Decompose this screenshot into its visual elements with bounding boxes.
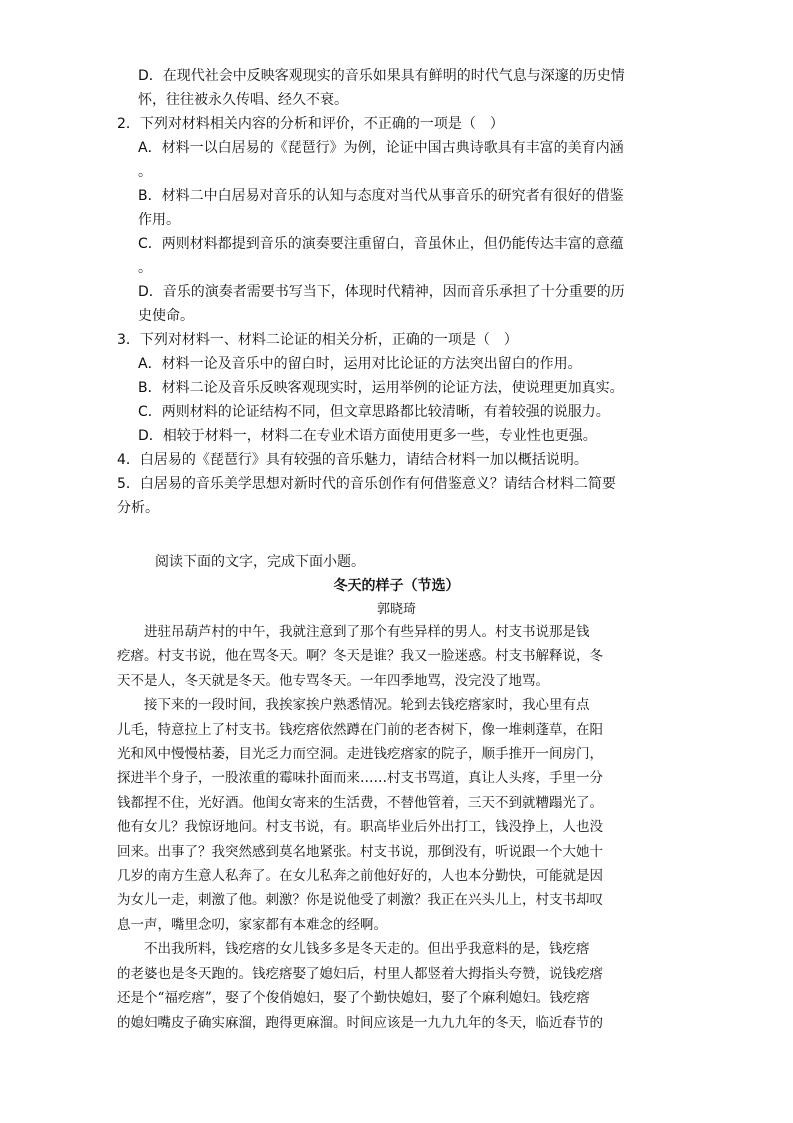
- question-3: 3．下列对材料一、材料二论证的相关分析，正确的一项是（ ）: [117, 332, 518, 348]
- q2-option-b-line2: 作用。: [138, 212, 180, 228]
- story-line: 天不是人，冬天就是冬天。他专骂冬天。一年四季地骂，没完没了地骂。: [117, 672, 549, 689]
- question-block: [117, 64, 677, 520]
- question-4: 4．白居易的《琵琶行》具有较强的音乐魅力，请结合材料一加以概括说明。: [117, 452, 588, 468]
- q2-option-c-line1: C．两则材料都提到音乐的演奏要注重留白，音虽休止，但仍能传达丰富的意蕴: [138, 236, 624, 252]
- q3-option-a: A．材料一论及音乐中的留白时，运用对比论证的方法突出留白的作用。: [138, 356, 582, 372]
- q2-option-c-line2: 。: [138, 260, 152, 276]
- story-line: 为女儿一走，刺激了他。刺激？你是说他受了刺激？我正在兴头儿上，村支书却叹: [117, 892, 603, 909]
- story-line: 光和风中慢慢枯萎，目光乏力而空洞。走进钱疙瘩家的院子，顺手推开一间房门，: [117, 746, 603, 763]
- story-line: 几岁的南方生意人私奔了。在女儿私奔之前他好好的，人也本分勤快，可能就是因: [117, 868, 603, 885]
- story-line: 还是个“福疙瘩”，娶了个俊俏媳妇，娶了个勤快媳妇，娶了个麻利媳妇。钱疙瘩: [117, 990, 590, 1007]
- story-line: 儿毛，特意拉上了村支书。钱疙瘩依然蹲在门前的老杏树下，像一堆刺蓬草，在阳: [117, 721, 603, 738]
- reading-intro: 阅读下面的文字，完成下面小题。: [155, 554, 365, 570]
- story-line: 他有女儿？我惊讶地问。村支书说，有。职高毕业后外出打工，钱没挣上，人也没: [117, 819, 603, 836]
- story-line: 的老婆也是冬天跑的。钱疙瘩娶了媳妇后，村里人都竖着大拇指头夸赞，说钱疙瘩: [117, 965, 603, 982]
- story-author: 郭晓琦: [376, 602, 416, 617]
- story-line: 不出我所料，钱疙瘩的女儿钱多多是冬天走的。但出乎我意料的是，钱疙瘩: [117, 941, 590, 958]
- q3-option-c: C．两则材料的论证结构不同，但文章思路都比较清晰，有着较强的说服力。: [138, 404, 610, 420]
- story-line: 钱都捏不住，光好酒。他闺女寄来的生活费，不替他管着，三天不到就糟蹋光了。: [117, 794, 603, 811]
- q3-option-d: D．相较于材料一，材料二在专业术语方面使用更多一些，专业性也更强。: [138, 428, 597, 444]
- q2-option-a-line2: 。: [138, 164, 152, 180]
- story-line: 接下来的一段时间，我挨家挨户熟悉情况。轮到去钱疙瘩家时，我心里有点: [117, 697, 590, 714]
- story-line: 回来。出事了？我突然感到莫名地紧张。村支书说，那倒没有，听说跟一个大她十: [117, 843, 603, 860]
- story-body: [117, 620, 673, 1035]
- story-line: 疙瘩。村支书说，他在骂冬天。啊？冬天是谁？我又一脸迷惑。村支书解释说，冬: [117, 648, 603, 665]
- q2-option-d-line2: 史使命。: [138, 308, 194, 324]
- q2-option-a-line1: A．材料一以白居易的《琵琶行》为例，论证中国古典诗歌具有丰富的美育内涵: [138, 140, 624, 156]
- story-line: 息一声，嘴里念叨，家家都有本难念的经啊。: [117, 916, 387, 933]
- question-5-line1: 5．白居易的音乐美学思想对新时代的音乐创作有何借鉴意义？请结合材料二简要: [117, 476, 616, 492]
- story-line: 的媳妇嘴皮子确实麻溜，跑得更麻溜。时间应该是一九九九年的冬天，临近春节的: [117, 1014, 603, 1031]
- question-5-line2: 分析。: [117, 500, 159, 516]
- q3-option-b: B．材料二论及音乐反映客观现实时，运用举例的论证方法，使说理更加真实。: [138, 380, 624, 396]
- story-title: 冬天的样子（节选）: [333, 578, 460, 594]
- question-2: 2．下列对材料相关内容的分析和评价，不正确的一项是（ ）: [117, 116, 504, 132]
- q2-option-d-line1: D．音乐的演奏者需要书写当下，体现时代精神，因而音乐承担了十分重要的历: [138, 284, 625, 300]
- story-line: 探进半个身子，一股浓重的霉味扑面而来……村支书骂道，真让人头疼，手里一分: [117, 770, 603, 787]
- story-line: 进驻吊葫芦村的中午，我就注意到了那个有些异样的男人。村支书说那是钱: [117, 624, 590, 640]
- q1-option-d-line1: D．在现代社会中反映客观现实的音乐如果具有鲜明的时代气息与深邃的历史情: [138, 68, 625, 84]
- q2-option-b-line1: B．材料二中白居易对音乐的认知与态度对当代从事音乐的研究者有很好的借鉴: [138, 188, 624, 204]
- q1-option-d-line2: 怀，往往被永久传唱、经久不衰。: [138, 92, 348, 108]
